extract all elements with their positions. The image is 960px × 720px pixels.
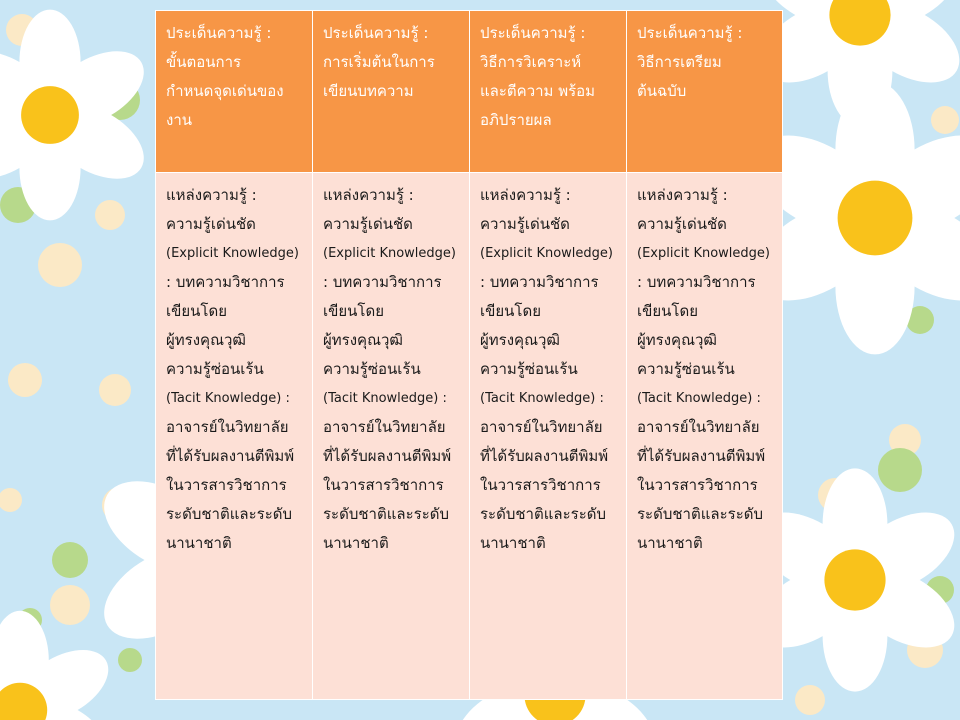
header-line: วิธีการวิเคราะห์ [480, 53, 582, 71]
cell-line: อาจารย์ในวิทยาลัย [323, 418, 446, 436]
header-cell [313, 11, 470, 173]
cell-line: ระดับชาติและระดับ [480, 505, 607, 523]
cell-line: เขียนโดย [323, 302, 385, 320]
header-line: ประเด็นความรู้ : [480, 24, 586, 42]
cell-line: เขียนโดย [480, 302, 542, 320]
header-cell [156, 11, 313, 173]
cell-line: ในวารสารวิชาการ [323, 476, 444, 494]
header-cell [470, 11, 627, 173]
header-line: งาน [166, 111, 193, 129]
table-cell [627, 173, 783, 700]
cell-line: นานาชาติ [637, 534, 703, 552]
header-line: ต้นฉบับ [637, 82, 687, 100]
header-line: วิธีการเตรียม [637, 53, 722, 71]
cell-line: อาจารย์ในวิทยาลัย [166, 418, 289, 436]
header-line: กำหนดจุดเด่นของ [166, 82, 284, 100]
table-cell [156, 173, 313, 700]
cell-line: ที่ได้รับผลงานตีพิมพ์ [637, 447, 766, 465]
cell-line: แหล่งความรู้ : [323, 186, 414, 204]
header-line: การเริ่มต้นในการ [323, 53, 435, 71]
cell-line: (Tacit Knowledge) : [323, 391, 447, 406]
cell-line: ผู้ทรงคุณวุฒิ [166, 331, 246, 349]
table-cell [470, 173, 627, 700]
cell-line: นานาชาติ [323, 534, 389, 552]
header-line: ขั้นตอนการ [166, 53, 242, 71]
cell-line: (Tacit Knowledge) : [637, 391, 761, 406]
cell-line: ความรู้ซ่อนเร้น [637, 360, 735, 378]
cell-line: (Explicit Knowledge) [637, 246, 770, 261]
cell-line: (Tacit Knowledge) : [480, 391, 604, 406]
cell-line: นานาชาติ [480, 534, 546, 552]
cell-line: ในวารสารวิชาการ [166, 476, 287, 494]
cell-line: ผู้ทรงคุณวุฒิ [637, 331, 717, 349]
cell-line: ที่ได้รับผลงานตีพิมพ์ [166, 447, 295, 465]
cell-line: (Tacit Knowledge) : [166, 391, 290, 406]
table-row [156, 173, 783, 700]
cell-line: : บทความวิชาการ [480, 273, 599, 291]
cell-line: (Explicit Knowledge) [323, 246, 456, 261]
cell-line: : บทความวิชาการ [166, 273, 285, 291]
cell-line: : บทความวิชาการ [637, 273, 756, 291]
table-header-row [156, 11, 783, 173]
cell-line: ผู้ทรงคุณวุฒิ [480, 331, 560, 349]
cell-line: (Explicit Knowledge) [480, 246, 613, 261]
header-line: ประเด็นความรู้ : [323, 24, 429, 42]
cell-line: ระดับชาติและระดับ [323, 505, 450, 523]
knowledge-table [155, 10, 783, 700]
cell-line: ผู้ทรงคุณวุฒิ [323, 331, 403, 349]
cell-line: ที่ได้รับผลงานตีพิมพ์ [480, 447, 609, 465]
cell-line: ที่ได้รับผลงานตีพิมพ์ [323, 447, 452, 465]
table-cell [313, 173, 470, 700]
cell-line: ความรู้ซ่อนเร้น [480, 360, 578, 378]
cell-line: แหล่งความรู้ : [637, 186, 728, 204]
cell-line: ระดับชาติและระดับ [166, 505, 293, 523]
cell-line: ในวารสารวิชาการ [480, 476, 601, 494]
header-line: และตีความ พร้อม [480, 82, 596, 100]
cell-line: (Explicit Knowledge) [166, 246, 299, 261]
cell-line: ระดับชาติและระดับ [637, 505, 764, 523]
cell-line: อาจารย์ในวิทยาลัย [480, 418, 603, 436]
header-line: ประเด็นความรู้ : [166, 24, 272, 42]
header-line: อภิปรายผล [480, 111, 552, 129]
cell-line: ความรู้ซ่อนเร้น [166, 360, 264, 378]
cell-line: ความรู้ซ่อนเร้น [323, 360, 421, 378]
cell-line: ความรู้เด่นชัด [637, 215, 727, 233]
cell-line: ในวารสารวิชาการ [637, 476, 758, 494]
cell-line: ความรู้เด่นชัด [166, 215, 256, 233]
cell-line: ความรู้เด่นชัด [480, 215, 570, 233]
cell-line: นานาชาติ [166, 534, 232, 552]
cell-line: อาจารย์ในวิทยาลัย [637, 418, 760, 436]
header-line: เขียนบทความ [323, 82, 414, 100]
cell-line: แหล่งความรู้ : [480, 186, 571, 204]
cell-line: : บทความวิชาการ [323, 273, 442, 291]
cell-line: เขียนโดย [166, 302, 228, 320]
cell-line: แหล่งความรู้ : [166, 186, 257, 204]
header-cell [627, 11, 783, 173]
header-line: ประเด็นความรู้ : [637, 24, 743, 42]
cell-line: ความรู้เด่นชัด [323, 215, 413, 233]
cell-line: เขียนโดย [637, 302, 699, 320]
